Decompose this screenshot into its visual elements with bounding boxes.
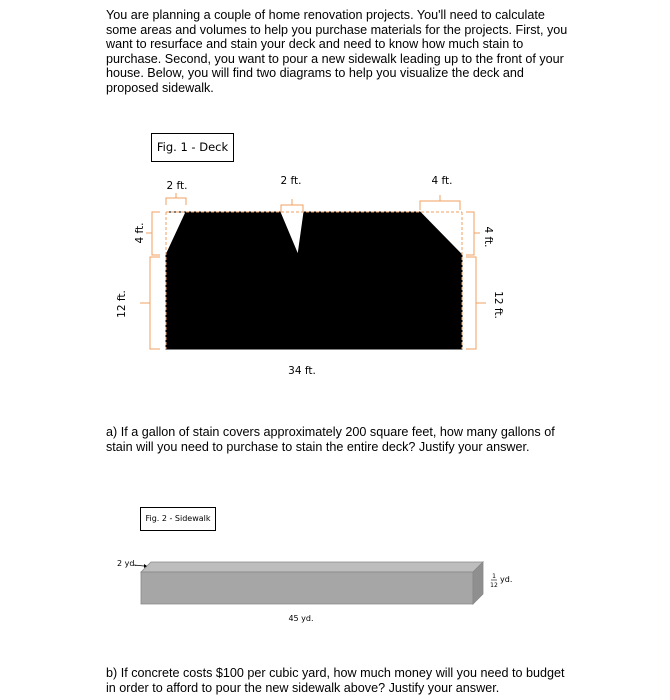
intro-paragraph: You are planning a couple of home renovation projects. You'll need to calculate some areas and volumes to help you purchase materials for the projects. First, you want to resurface and stain your deck and need to know how much stain to purchase. Second, you want to pour a new sidewalk leading up to the front of your house. Below, you will find two diagrams to help you visualize the deck and proposed sidewalk. <box>106 8 568 95</box>
deck-shape <box>166 212 462 349</box>
top-right-width-label: 4 ft. <box>431 175 453 187</box>
right-small-bracket <box>466 212 480 255</box>
bottom-length-label: 34 ft. <box>288 365 316 377</box>
fig1-caption: Fig. 1 - Deck <box>151 133 234 162</box>
left-small-height-label: 4 ft. <box>134 222 146 244</box>
top-left-bracket <box>166 193 186 205</box>
sidewalk-diagram <box>134 562 483 604</box>
left-small-bracket <box>146 212 160 255</box>
right-large-bracket <box>466 257 486 349</box>
top-left-width-label: 2 ft. <box>166 180 188 192</box>
right-small-height-label: 4 ft. <box>482 226 494 248</box>
sidewalk-length-label: 45 yd. <box>288 614 314 623</box>
question-b: b) If concrete costs $100 per cubic yard, how much money will you need to budget in order to afford to pour the new sidewalk above? Justify your answer. <box>106 666 565 695</box>
sidewalk-front-face <box>141 572 473 604</box>
fig2-caption: Fig. 2 - Sidewalk <box>140 507 216 531</box>
thickness-numerator: 1 <box>492 573 496 580</box>
question-a: a) If a gallon of stain covers approximately 200 square feet, how many gallons of stain will you need to purchase to stain the entire deck? Justify your answer. <box>106 425 555 454</box>
right-large-height-label: 12 ft. <box>492 291 504 319</box>
sidewalk-width-label: 2 yd. <box>117 559 137 568</box>
sidewalk-top-face <box>141 562 483 572</box>
thickness-denominator: 12 <box>490 582 498 589</box>
left-large-bracket <box>140 257 160 349</box>
top-middle-width-label: 2 ft. <box>280 175 302 187</box>
top-middle-bracket <box>281 199 303 212</box>
thickness-unit-label: yd. <box>500 575 513 584</box>
top-right-bracket <box>420 195 460 210</box>
left-large-height-label: 12 ft. <box>116 290 128 318</box>
